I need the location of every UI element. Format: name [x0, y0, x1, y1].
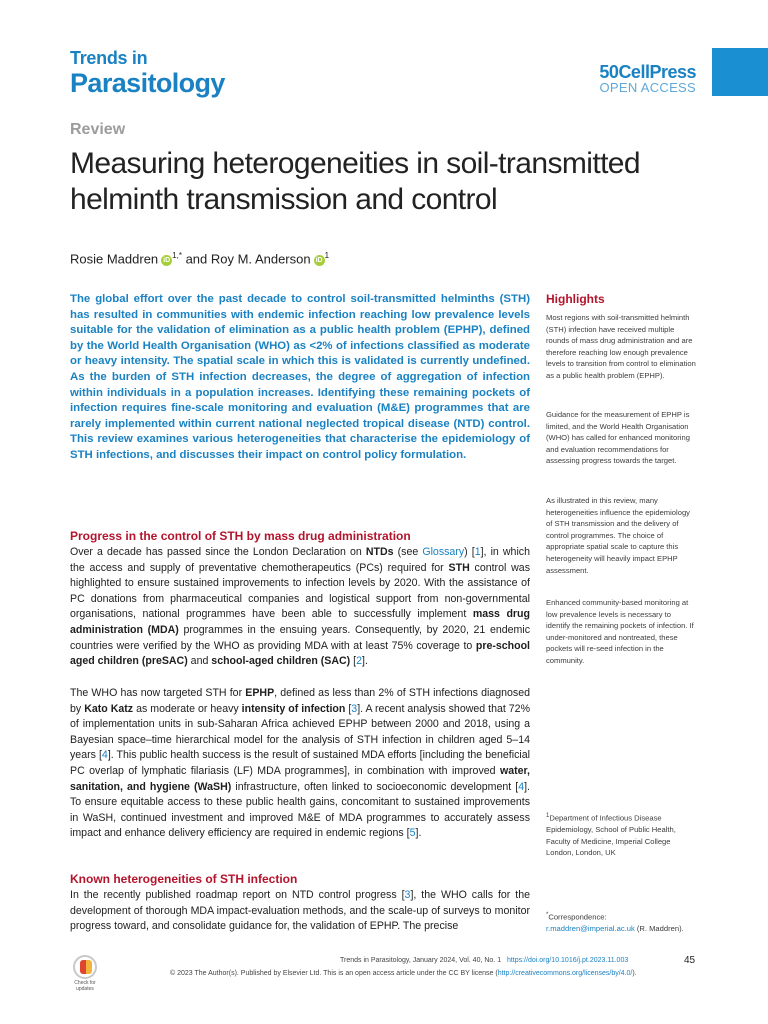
email-link[interactable]: r.maddren@imperial.ac.uk	[546, 924, 635, 934]
page-number: 45	[684, 955, 696, 966]
highlights-heading: Highlights	[546, 292, 605, 306]
author-affiliation-mark: 1,*	[172, 251, 182, 260]
affiliation: $^1$Department of Infectious Disease Epidemiology, School of Public Health, Faculty of Medicine, Imperial College London, London, UK	[546, 813, 676, 858]
author-separator: and	[181, 251, 211, 267]
publisher-logo	[599, 63, 696, 94]
body-paragraph: Over a decade has passed since the London Declaration on NTDs (see Glossary) [1], in which the access and supply of preventative chemotherapeutics (PCs) required for STH control was highlighted to ensure sustained improvements to infection levels by 2020. With the assistance of PC donations from pharmaceutical companies and logistical support from non-governmental organisations, national programmes have been able to successfully implement mass drug administration (MDA) programmes in the ensuing years. Consequently, by 2020, 21 endemic countries were verified by the WHO as providing MDA with at least 75% coverage to pre-school aged children (preSAC) and school-aged children (SAC) [2].	[70, 546, 530, 668]
author-list	[70, 251, 329, 266]
publisher-name: CellPress	[618, 62, 696, 82]
article-title: Measuring heterogeneities in soil-transmitted helminth transmission and control	[70, 147, 640, 216]
glossary-term: water, sanitation, and hygiene (WaSH)	[70, 764, 530, 793]
highlight-item: As illustrated in this review, many heterogeneities influence the epidemiology of STH transmission and the delivery of control programmes. The choice of appropriate spatial scale to capture this heterogeneity will heavily impact EPHP assessment.	[546, 496, 690, 575]
footer-license: © 2023 The Author(s). Published by Elsevier Ltd. This is an open access article under the CC BY license (http://creativecommons.org/licenses/by/4.0/).	[170, 970, 637, 977]
reference-link[interactable]: 1	[474, 546, 481, 558]
reference-link[interactable]: 3	[351, 702, 358, 715]
reference-link[interactable]: 2	[356, 655, 363, 668]
doi-link[interactable]: https://doi.org/10.1016/j.pt.2023.11.003	[506, 957, 629, 964]
highlight-item: Most regions with soil-transmitted helminth (STH) infection have received multiple rounds of mass drug administration and are therefore reaching low enough prevalence levels to transition from control to elimination as a public health problem (EPHP).	[546, 313, 696, 380]
correspondence: *Correspondence: r.maddren@imperial.ac.uk (R. Maddren).	[546, 912, 684, 934]
journal-logo	[70, 48, 225, 98]
highlight-item: Enhanced community-based monitoring at low prevalence levels is necessary to identify the remaining pockets of infection. If under-monitored and nontreated, these pockets will re-seed infection in the community.	[546, 598, 694, 665]
check-updates-icon	[73, 955, 97, 979]
body-paragraph: The WHO has now targeted STH for EPHP, defined as less than 2% of STH infections diagnosed by Kato Katz as moderate or heavy intensity of infection [3]. A recent analysis showed that 72% of implementation units in sub-Saharan Africa achieved EPHP between 2000 and 2018, using a Bayesian space–time hierarchical model for the analysis of STH infection in children aged 5–14 years [4]. This public health success is the result of sustained MDA efforts [including the beneficial PC overlap of lymphatic filariasis (LF) MDA programmes], in combination with improved water, sanitation, and hygiene (WaSH) infrastructure, often linked to socioeconomic development [4]. To ensure equitable access to these public health gains, concomitant to sustained improvements in WaSH, continued investment and improved M&E of MDA programmes to accurately assess impact and enhance delivery efficiency are required in endemic regions [5].	[70, 687, 530, 840]
header-accent-tab	[712, 48, 768, 96]
glossary-link[interactable]: Glossary	[422, 546, 465, 558]
glossary-term: Kato Katz	[84, 702, 134, 715]
glossary-term: STH	[448, 561, 470, 574]
glossary-term: EPHP	[245, 687, 275, 699]
journal-name-line2: Parasitology	[70, 68, 225, 98]
author-affiliation-mark: 1	[324, 251, 330, 260]
article-type: Review	[70, 121, 126, 138]
glossary-term: mass drug administration (MDA)	[70, 608, 530, 636]
reference-link[interactable]: 5	[409, 827, 416, 840]
orcid-icon[interactable]: iD	[163, 257, 171, 265]
body-paragraph: In the recently published roadmap report on NTD control progress [3], the WHO calls for the development of thorough MDA impact-evaluation methods, and the scale-up of surveys to monitor progress toward, and consolidate guidance for, the validation of EPHP. The precise	[70, 889, 530, 933]
section-heading: Known heterogeneities of STH infection	[70, 872, 298, 886]
glossary-term: NTDs	[365, 546, 394, 558]
abstract: The global effort over the past decade to control soil-transmitted helminths (STH) has resulted in communities with endemic infection reaching low prevalence levels suitable for the validation of elimination as a public health problem (EPHP), defined by the World Health Organisation (WHO) as <2% of infections classified as moderate or heavy intensity. The spatial scale in which this is validated is currently undefined. As the burden of STH infection decreases, the degree of aggregation of infection within individuals in a population increases. Identifying these remaining pockets of infection requires fine-scale monitoring and evaluation (M&E) programmes that are rarely implemented within current national neglected tropical disease (NTD) control. This review examines various heterogeneities that characterise the epidemiology of STH infections, and discusses their impact on control policy formulation.	[70, 293, 530, 461]
check-updates-label: Check for updates	[74, 980, 96, 992]
reference-link[interactable]: 4	[518, 780, 525, 793]
orcid-icon[interactable]: iD	[315, 257, 323, 265]
glossary-term: intensity of infection	[241, 702, 346, 715]
highlight-item: Guidance for the measurement of EPHP is limited, and the World Health Organisation (WHO) has called for enhanced monitoring and evaluation recommendations for assessing progress towards the target.	[546, 410, 690, 466]
reference-link[interactable]: 4	[101, 749, 108, 762]
license-link[interactable]: http://creativecommons.org/licenses/by/4.0/	[497, 970, 633, 977]
author-name[interactable]: Roy M. Anderson	[210, 251, 311, 267]
glossary-term: school-aged children (SAC)	[211, 655, 351, 668]
open-access-label: OPEN ACCESS	[599, 80, 696, 95]
glossary-term: pre-school aged children (preSAC)	[70, 639, 530, 668]
journal-name-line1: Trends in	[70, 48, 148, 68]
author-name[interactable]: Rosie Maddren	[70, 251, 159, 267]
publisher-prefix: 50	[599, 62, 619, 82]
section-heading: Progress in the control of STH by mass drug administration	[70, 529, 411, 543]
check-for-updates-button[interactable]	[70, 955, 100, 992]
footer-citation: Trends in Parasitology, January 2024, Vol. 40, No. 1 https://doi.org/10.1016/j.pt.2023.11.003	[340, 957, 629, 964]
reference-link[interactable]: 3	[404, 889, 411, 901]
